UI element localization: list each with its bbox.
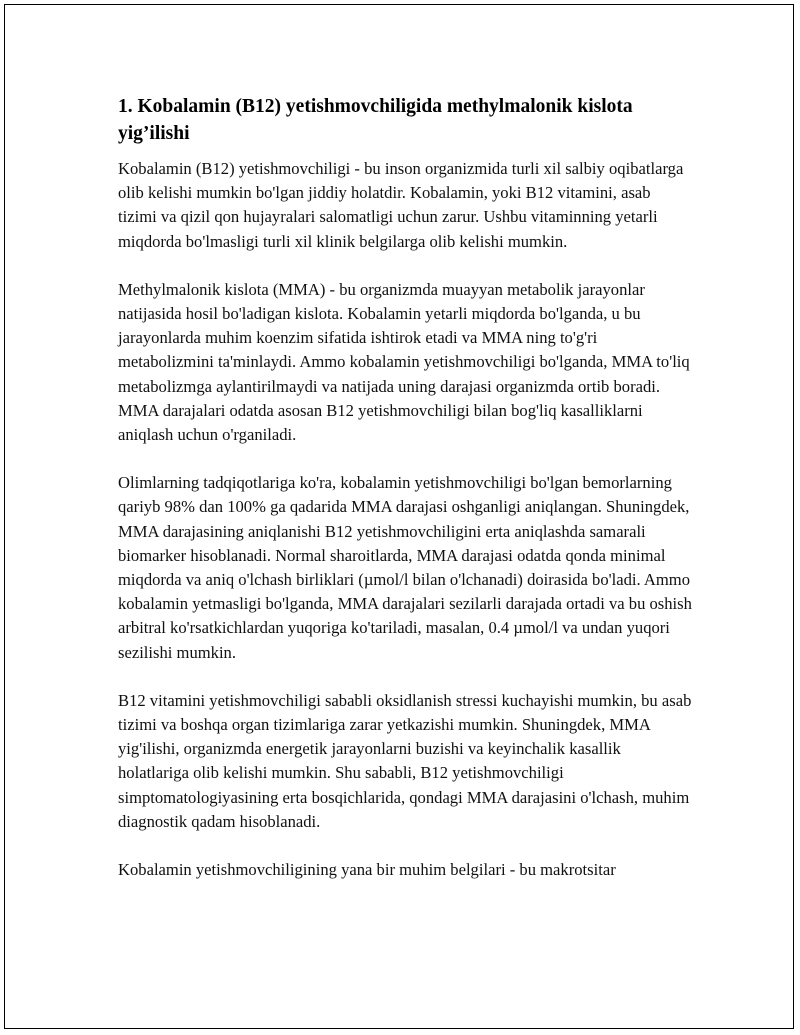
paragraph: Olimlarning tadqiqotlariga ko'ra, kobalamin yetishmovchiligi bo'lgan bemorlarning qariyb 98% dan 100% ga qadarida MMA darajasi oshganligi aniqlangan. Shuningdek, MMA darajasining aniqlanishi B12 yetishmovchiligini erta aniqlashda samarali biomarker hisoblanadi. Normal sharoitlarda, MMA darajasi odatda qonda minimal miqdorda va aniq o'lchash birliklari (µmol/l bilan o'lchanadi) doirasida bo'ladi. Ammo kobalamin yetmasligi bo'lganda, MMA darajalari sezilarli darajada ortadi va bu oshish arbitral ko'rsatkichlardan yuqoriga ko'tariladi, masalan, 0.4 µmol/l va undan yuqori sezilishi mumkin. — [118, 473, 692, 662]
paragraph: B12 vitamini yetishmovchiligi sababli oksidlanish stressi kuchayishi mumkin, bu asab tizimi va boshqa organ tizimlariga zarar yetkazishi mumkin. Shuningdek, MMA yig'ilishi, organizmda energetik jarayonlarni buzishi va keyinchalik kasallik holatlariga olib kelishi mumkin. Shu sababli, B12 yetishmovchiligi simptomatologiyasining erta bosqichlarida, qondagi MMA darajasini o'lchash, muhim diagnostik qadam hisoblanadi. — [118, 690, 692, 831]
paragraph: Methylmalonik kislota (MMA) - bu organizmda muayyan metabolik jarayonlar natijasida hosil bo'ladigan kislota. Kobalamin yetarli miqdorda bo'lganda, u bu jarayonlarda muhim koenzim sifatida ishtirok etadi va MMA ning to'g'ri metabolizmini ta'minlaydi. Ammo kobalamin yetishmovchiligi bo'lganda, MMA to'liq metabolizmga aylantirilmaydi va natijada uning darajasi organizmda ortib boradi. MMA darajalari odatda asosan B12 yetishmovchiligi bilan bog'liq kasalliklarni aniqlash uchun o'rganiladi. — [118, 279, 690, 445]
section-heading: 1. Kobalamin (B12) yetishmovchiligida methylmalonik kislota yig’ilishi — [118, 96, 633, 144]
paragraph: Kobalamin (B12) yetishmovchiligi - bu inson organizmida turli xil salbiy oqibatlarga olib kelishi mumkin bo'lgan jiddiy holatdir. Kobalamin, yoki B12 vitamini, asab tizimi va qizil qon hujayralari salomatligi uchun zarur. Ushbu vitaminning yetarli miqdorda bo'lmasligi turli xil klinik belgilarga olib kelishi mumkin. — [118, 159, 684, 251]
paragraph: Kobalamin yetishmovchiligining yana bir muhim belgilari - bu makrotsitar — [118, 860, 616, 880]
document-body — [118, 93, 693, 906]
